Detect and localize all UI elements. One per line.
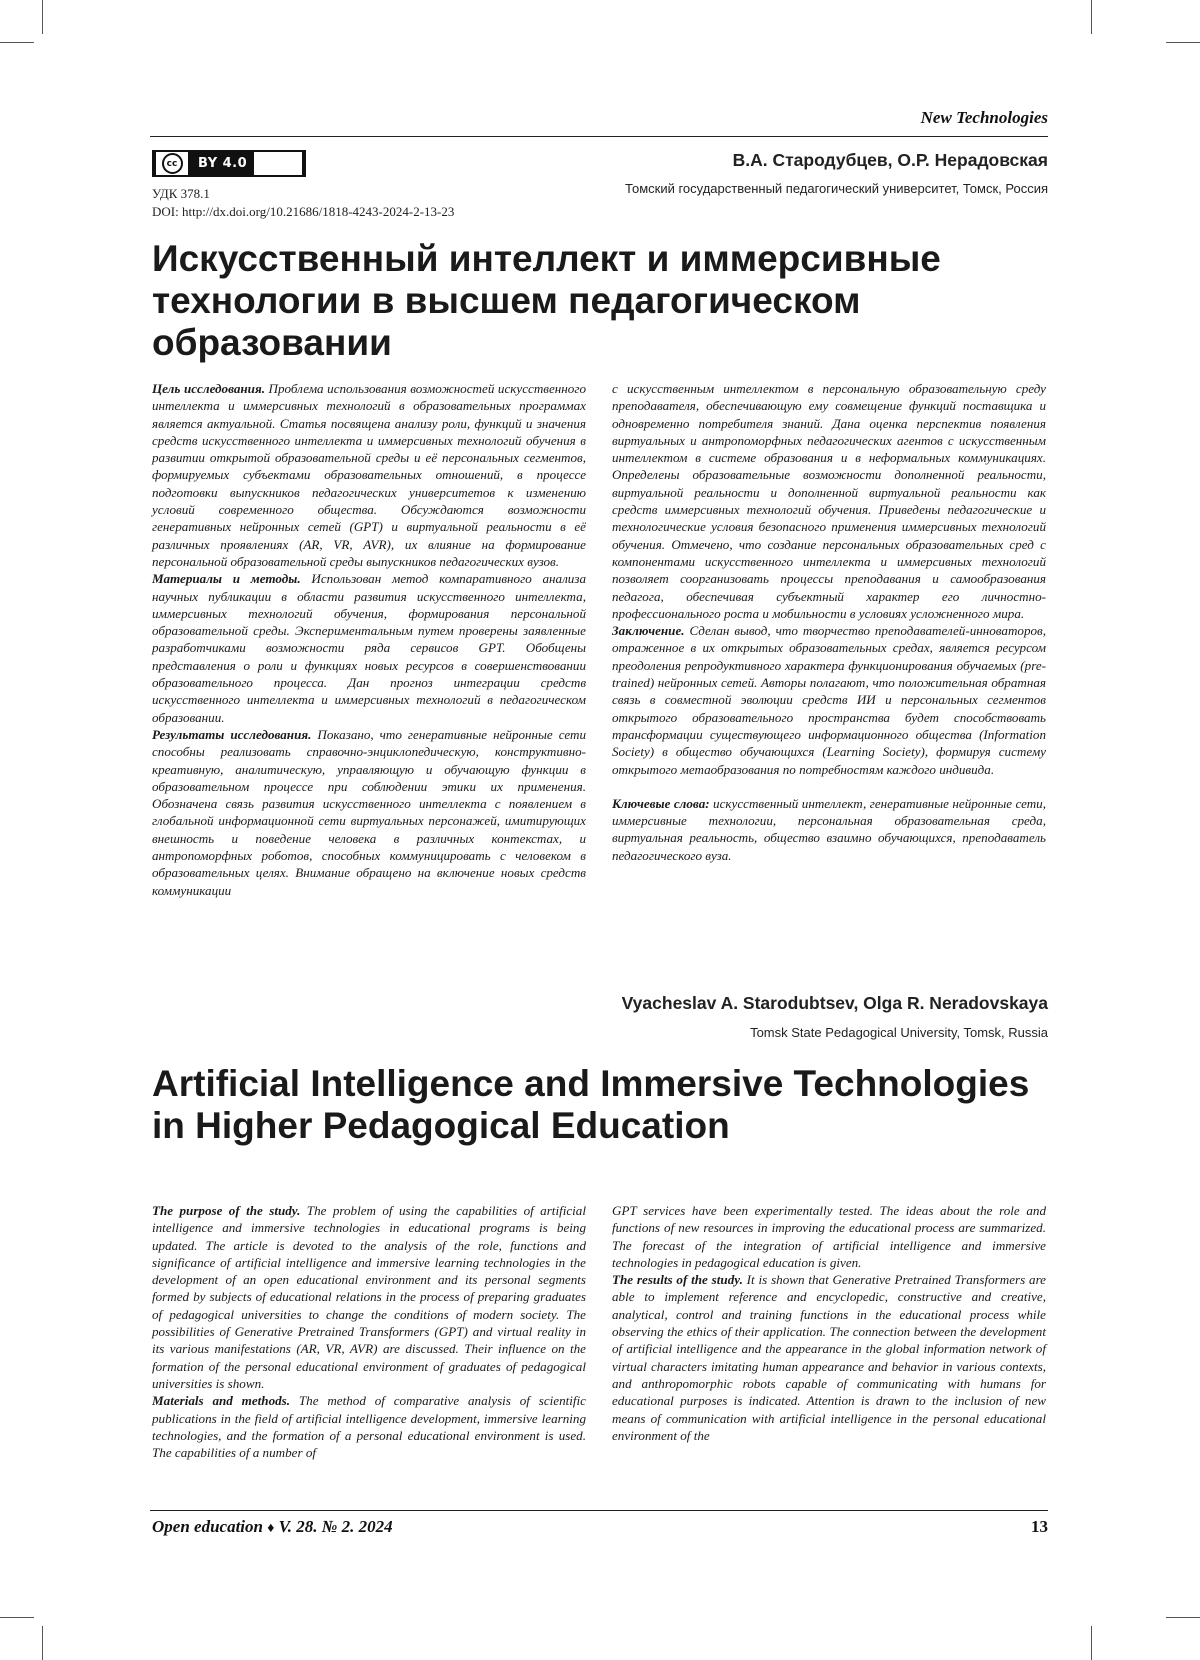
abstract-paragraph: GPT services have been experimentally tested. The ideas about the role and functions of new resources in improving the educational process are summarized. The forecast of the integration of artificial intelligence and immersive technologies in pedagogical education is given.	[612, 1203, 1046, 1270]
keywords-text: искусственный интеллект, генеративные нейронные сети, иммерсивные технологии, персональная образовательная среда, виртуальная реальность, общество взаимно обучающихся, преподаватель педагогического вуза.	[612, 795, 1047, 863]
abstract-heading: Цель исследования.	[152, 381, 265, 396]
title-en: Artificial Intelligence and Immersive Technologies in Higher Pedagogical Education	[152, 1063, 1030, 1146]
crop-mark	[1166, 42, 1200, 43]
crop-mark	[1091, 0, 1092, 34]
header-rule	[150, 136, 1048, 137]
crop-mark	[0, 42, 34, 43]
article-meta	[152, 185, 454, 221]
issue-info: V. 28. № 2. 2024	[278, 1517, 393, 1536]
abstract-heading: Материалы и методы.	[152, 571, 301, 587]
section-label: New Technologies	[920, 108, 1048, 127]
diamond-icon: ♦	[267, 1521, 275, 1536]
abstract-paragraph: с искусственным интеллектом в персональную образовательную среду преподавателя, обеспечивающую ему совмещение функций поставщика и одновременно потребителя знаний. Дана оценка перспектив появления виртуальных и антропоморфных педагогических агентов с искусственным интеллектом в системе образования и в неформальных коммуникациях. Определены образовательные возможности дополненной реальности, виртуальной реальности и дополненной виртуальной реальности как средств иммерсивных технологий обучения. Приведены педагогические и технологические условия безопасного применения иммерсивных технологий обучения. Отмечено, что создание персональных образовательных сред с компонентами искусственного интеллекта и иммерсивных технологий позволяет соорганизовать процессы преподавания и самообразования педагога, обеспечивая субъектный характер его личностно-профессионального роста и мобильности в условиях усложненного мира.	[612, 381, 1046, 621]
abstract-heading: Заключение.	[612, 623, 685, 639]
abstract-text: The method of comparative analysis of scientific publications in the field of artificial intelligence development, immersive learning technologies, and the formation of a personal educational environment is used. The capabilities of a number of	[152, 1393, 586, 1461]
title-ru: Искусственный интеллект и иммерсивные технологии в высшем педагогическом образовании	[152, 238, 941, 363]
abstract-en-right-column	[612, 1202, 1046, 1444]
abstract-heading: The purpose of the study.	[152, 1203, 301, 1218]
abstract-paragraph	[152, 726, 586, 899]
journal-name: Open education	[152, 1517, 263, 1536]
abstract-en-left-column	[152, 1202, 586, 1461]
abstract-ru-left-column	[152, 380, 586, 899]
abstract-text: The problem of using the capabilities of artificial intelligence and immersive technologies in educational programs is being updated. The article is devoted to the analysis of the role, functions and significance of artificial intelligence and immersive learning technologies in the development of an open educational environment and its personal segments formed by subjects of educational relations in the process of preparing graduates of pedagogical universities to change the conditions of modern society. The possibilities of Generative Pretrained Transformers (GPT) and virtual reality in its various manifestations (AR, VR, AVR) are discussed. Their influence on the formation of the personal educational environment of graduates of pedagogical universities is shown.	[152, 1203, 586, 1391]
abstract-paragraph	[152, 570, 586, 726]
abstract-paragraph	[612, 622, 1046, 778]
footer-rule	[150, 1510, 1048, 1511]
abstract-paragraph	[152, 1392, 586, 1461]
keywords-heading: Ключевые слова:	[612, 795, 710, 811]
cc-license-label: BY 4.0	[198, 156, 248, 171]
crop-mark	[1166, 1617, 1200, 1618]
keywords	[612, 795, 1046, 864]
abstract-paragraph	[152, 1202, 586, 1392]
crop-mark	[1091, 1626, 1092, 1660]
footer-journal-info	[152, 1517, 393, 1537]
cc-license-badge[interactable]	[152, 150, 306, 177]
abstract-ru-right-column	[612, 380, 1046, 864]
abstract-text: It is shown that Generative Pretrained Transformers are able to implement reference and encyclopedic, constructive and creative, analytical, control and training functions in the educational process while observing the ethics of their application. The connection between the development of artificial intelligence and the appearance in the global information network of virtual characters imitating human appearance and behavior in various contexts, and anthropomorphic robots capable of communicating with humans for educational purposes is indicated. Attention is drawn to the inclusion of new means of communication with artificial intelligence in the personal educational environment of the	[612, 1272, 1046, 1443]
doi-link[interactable]: DOI: http://dx.doi.org/10.21686/1818-4243-2024-2-13-23	[152, 204, 455, 219]
authors-en: Vyacheslav A. Starodubtsev, Olga R. Neradovskaya	[621, 993, 1048, 1013]
crop-mark	[42, 0, 43, 34]
page-number: 13	[1031, 1517, 1048, 1536]
crop-mark	[42, 1626, 43, 1660]
crop-mark	[0, 1617, 34, 1618]
cc-badge-panel	[254, 152, 302, 175]
abstract-paragraph	[612, 1271, 1046, 1444]
affiliation-ru: Томский государственный педагогический университет, Томск, Россия	[625, 181, 1048, 196]
abstract-text: Проблема использования возможностей искусственного интеллекта и иммерсивных технологий в образовательных программах является актуальной. Статья посвящена анализу роли, функций и значения средств искусственного интеллекта и иммерсивных технологий обучения в развитии открытой образовательной среды и её персональных сегментов, формируемых субъектами образовательных отношений, в процессе подготовки выпускников педагогических университетов к изменению условий современного общества. Обсуждаются возможности генеративных нейронных сетей (GPT) и виртуальной реальности в её различных проявлениях (AR, VR, AVR), их влияние на формирование персональной образовательной среды выпускников педагогических вузов.	[152, 381, 586, 569]
abstract-text: Сделан вывод, что творчество преподавателей-инноваторов, отраженное в их открытых образовательных средах, является ресурсом преодоления репродуктивного характера функционирования обучаемых (pre-trained) нейронных сетей. Авторы полагают, что положительная обратная связь в совместной эволюции средств ИИ и персональных сегментов открытого образовательного пространства будет способствовать трансформации существующего информационного общества (Information Society) в общество обучающихся (Learning Society), формируя систему открытого метаобразования по потребностям каждого индивида.	[612, 623, 1046, 777]
abstract-heading: The results of the study.	[612, 1272, 743, 1288]
authors-ru: В.А. Стародубцев, О.Р. Нерадовская	[732, 150, 1048, 170]
affiliation-en: Tomsk State Pedagogical University, Tomsk, Russia	[750, 1025, 1048, 1040]
cc-circle: cc	[162, 153, 183, 174]
abstract-paragraph	[152, 380, 586, 570]
cc-logo-icon	[156, 152, 188, 175]
abstract-heading: Materials and methods.	[152, 1393, 291, 1409]
udc-code: УДК 378.1	[152, 186, 210, 201]
abstract-text: Показано, что генеративные нейронные сети способны реализовать справочно-энциклопедическую, конструктивно-креативную, аналитическую, управляющую и обучающую функции в образовательном процессе при соблюдении этики их применения. Обозначена связь развития искусственного интеллекта с появлением в глобальной информационной сети виртуальных персонажей, имитирующих внешность и поведение человека в различных контекстах, и антропоморфных роботов, способных коммуницировать с человеком в образовательных целях. Внимание обращено на включение новых средств коммуникации	[152, 726, 586, 898]
abstract-heading: Результаты исследования.	[152, 726, 312, 742]
abstract-text: Использован метод компаративного анализа научных публикации в области развития искусственного интеллекта, иммерсивных технологий обучения, формирования персональной образовательной среды. Экспериментальным путем проверены заявленные разработчиками возможности ряда сервисов GPT. Обобщены представления о роли и функциях новых ресурсов в совершенствовании образовательного процесса. Дан прогноз интеграции средств искусственного интеллекта и иммерсивных технологий в педагогическом образовании.	[152, 571, 587, 725]
